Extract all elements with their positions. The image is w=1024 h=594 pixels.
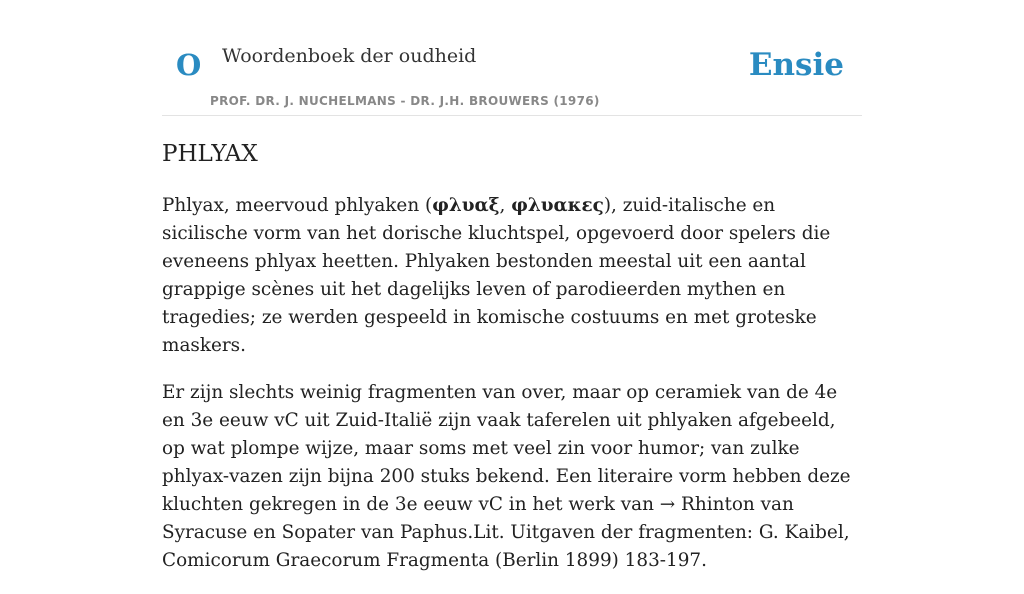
page bbox=[162, 0, 862, 571]
greek-term-singular: φλυαξ bbox=[432, 195, 500, 216]
dictionary-authors: PROF. DR. J. NUCHELMANS - DR. J.H. BROUWERS (1976) bbox=[210, 94, 600, 108]
greek-separator: , bbox=[499, 195, 512, 216]
paragraph-2-text-start: Er zijn slechts weinig fragmenten van over, maar op ceramiek van de 4e en 3e eeuw vC uit Zuid-Italië zijn vaak taferelen uit phlyaken afgebeeld, op wat plompe wijze, maar soms met veel zin voor humor; van zulke phlyax-vazen zijn bijna 200 stuks bekend. Een literaire vorm hebben deze kluchten gekregen in de 3e eeuw vC in het werk van bbox=[162, 382, 851, 515]
paragraph-1-text-start: Phlyax, meervoud phlyaken ( bbox=[162, 195, 433, 216]
brand-logo-link[interactable]: Ensie bbox=[748, 47, 844, 83]
article-paragraph-2 bbox=[162, 379, 862, 575]
entry-headword: PHLYAX bbox=[162, 141, 258, 167]
dictionary-header bbox=[162, 0, 862, 116]
dictionary-title[interactable]: Woordenboek der oudheid bbox=[222, 45, 477, 67]
paragraph-2-text-end: van Syracuse en Sopater van Paphus.Lit. Uitgaven der fragmenten: G. Kaibel, Comicorum Graecorum Fragmenta (Berlin 1899) 183-197. bbox=[162, 494, 850, 571]
article-paragraph-1 bbox=[162, 192, 862, 360]
paragraph-1-text-end: ), zuid-italische en sicilische vorm van het dorische kluchtspel, opgevoerd door spelers die eveneens phlyax heetten. Phlyaken bestonden meestal uit een aantal grappige scènes uit het dagelijks leven of parodieerden mythen en tragedies; ze werden gespeeld in komische costuums en met groteske maskers. bbox=[162, 195, 831, 356]
greek-term-plural: φλυακες bbox=[511, 195, 604, 216]
entry-article bbox=[162, 192, 862, 594]
letter-index-link[interactable]: O bbox=[176, 48, 202, 82]
rhinton-link[interactable]: → Rhinton bbox=[659, 494, 755, 515]
